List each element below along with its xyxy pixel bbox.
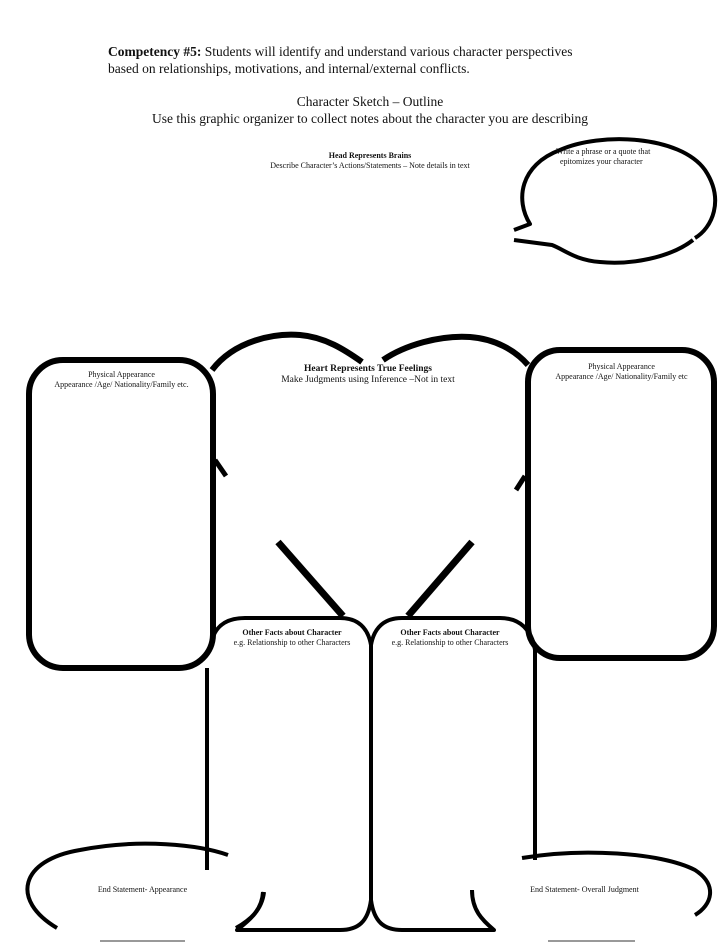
- left-hand-instruction: Appearance /Age/ Nationality/Family etc.: [54, 380, 189, 389]
- left-leg-instruction: e.g. Relationship to other Characters: [233, 638, 351, 647]
- heart-right-arc: [383, 337, 528, 365]
- right-leg-instruction: e.g. Relationship to other Characters: [391, 638, 509, 647]
- left-hand-title: Physical Appearance: [88, 370, 155, 379]
- right-leg-notes-field[interactable]: [378, 652, 532, 856]
- right-hand-section: [534, 362, 709, 382]
- head-section: [230, 151, 510, 171]
- right-leg-section: [370, 628, 530, 648]
- left-foot-label: End Statement- Appearance: [97, 885, 188, 894]
- competency-text-line2: based on relationships, motivations, and internal/external conflicts.: [108, 61, 470, 76]
- heart-left-notch: [215, 460, 226, 476]
- heart-title: Heart Represents True Feelings: [304, 364, 432, 374]
- right-leg-title: Other Facts about Character: [400, 628, 500, 637]
- left-leg-notes-field[interactable]: [215, 652, 369, 856]
- competency-text-line1: Students will identify and understand various character perspectives: [201, 44, 573, 59]
- left-leg-title: Other Facts about Character: [242, 628, 342, 637]
- heart-v-left: [278, 542, 343, 616]
- head-title: Head Represents Brains: [328, 151, 412, 160]
- right-hand-notes-field[interactable]: [540, 385, 709, 649]
- right-foot-label: End Statement- Overall Judgment: [530, 885, 639, 894]
- right-foot-field[interactable]: [495, 898, 699, 927]
- quote-line2: epitomizes your character: [560, 157, 643, 166]
- page-subtitle: Use this graphic organizer to collect notes about the character you are describing: [151, 111, 589, 126]
- heart-notes-field[interactable]: [228, 395, 522, 539]
- competency-statement: [108, 43, 628, 77]
- left-leg-section: [212, 628, 372, 648]
- title-block: [100, 93, 640, 127]
- left-hand-section: [34, 370, 209, 390]
- left-foot-field[interactable]: [50, 898, 244, 927]
- page-title: Character Sketch – Outline: [296, 94, 444, 109]
- heart-v-right: [408, 542, 472, 616]
- quote-field[interactable]: [545, 172, 699, 236]
- heart-instruction: Make Judgments using Inference –Not in text: [281, 375, 455, 385]
- heart-section: [268, 364, 468, 386]
- head-notes-field[interactable]: [230, 180, 514, 324]
- left-hand-notes-field[interactable]: [40, 395, 209, 659]
- quote-bubble-label: [556, 147, 686, 167]
- quote-line1: Write a phrase or a quote that: [556, 147, 651, 156]
- competency-label: Competency #5:: [108, 44, 202, 59]
- head-instruction: Describe Character’s Actions/Statements – Note details in text: [270, 161, 470, 170]
- right-hand-instruction: Appearance /Age/ Nationality/Family etc: [555, 372, 688, 381]
- right-hand-title: Physical Appearance: [588, 362, 655, 371]
